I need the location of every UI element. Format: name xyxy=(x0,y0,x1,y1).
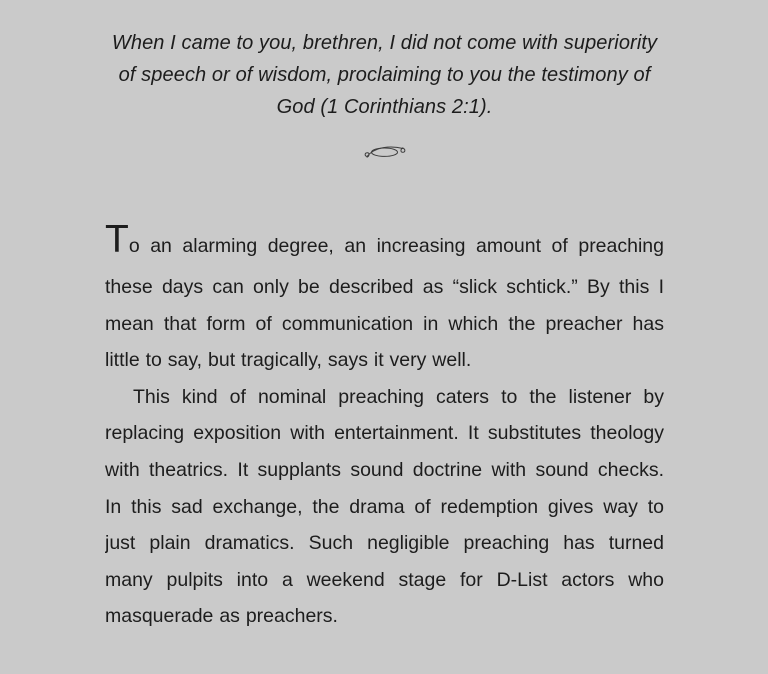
epigraph-line: God (1 Corinthians 2:1). xyxy=(276,96,493,118)
text-line: masquerade as preachers. xyxy=(105,605,338,628)
text-line: with theatrics. It supplants sound doctrine with sound checks. xyxy=(105,458,664,481)
text-line xyxy=(105,223,664,269)
paragraph xyxy=(105,223,664,379)
text-line: just plain dramatics. Such negligible preaching has turned xyxy=(105,532,664,555)
text-line: little to say, but tragically, says it very well. xyxy=(105,349,472,372)
chapter-body xyxy=(105,223,664,635)
text-line: This kind of nominal preaching caters to the listener by xyxy=(133,385,664,408)
text-line: replacing exposition with entertainment. It substitutes theology xyxy=(105,422,664,445)
epigraph-line: of speech or of wisdom, proclaiming to you the testimony of xyxy=(118,64,651,86)
section-divider xyxy=(105,144,664,160)
text-line: these days can only be described as “slick schtick.” By this I xyxy=(105,276,664,298)
paragraph xyxy=(105,379,664,635)
epigraph-line: When I came to you, brethren, I did not come with superiority xyxy=(111,32,658,54)
text-line: In this sad exchange, the drama of redemption gives way to xyxy=(105,495,664,518)
text-line: mean that form of communication in which the preacher has xyxy=(105,312,664,335)
text-line: many pulpits into a weekend stage for D-List actors who xyxy=(105,568,664,591)
text-line-rest: o an alarming degree, an increasing amount of preaching xyxy=(128,235,664,257)
flourish-icon xyxy=(363,144,407,160)
initial-capital: T xyxy=(105,223,129,261)
epigraph xyxy=(105,27,664,123)
